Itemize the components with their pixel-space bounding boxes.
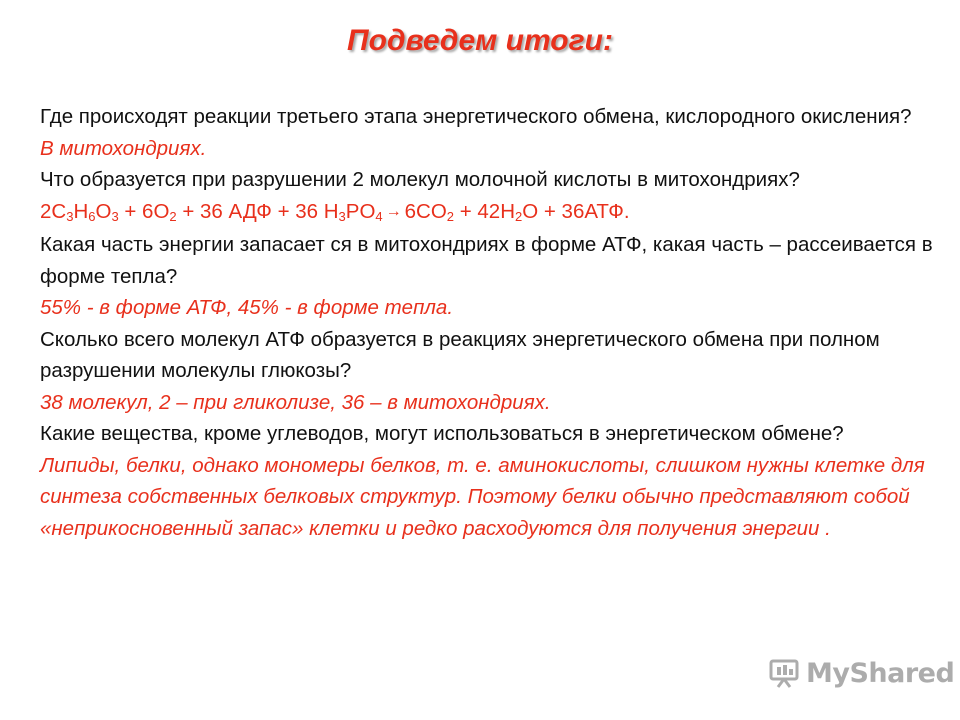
reaction-arrow-icon: → xyxy=(385,202,402,220)
eq-part: + 36 АДФ + 36 H xyxy=(176,199,339,223)
eq-part: + 6O xyxy=(118,199,170,223)
eq-sub: 2 xyxy=(446,208,455,224)
eq-part: 6CO xyxy=(404,199,447,223)
question-3: Какая часть энергии запасает ся в митохондриях в форме АТФ, какая часть – рассеивается в форме тепла? xyxy=(40,233,933,288)
answer-4: 38 молекул, 2 – при гликолизе, 36 – в митохондриях. xyxy=(40,390,551,414)
eq-part: 2C xyxy=(40,199,67,223)
answer-2-equation xyxy=(40,196,935,230)
eq-part: O + 36АТФ. xyxy=(522,199,630,223)
answer-1: В митохондриях. xyxy=(40,136,207,160)
watermark-text: MyShared xyxy=(806,657,955,689)
eq-sub: 2 xyxy=(169,208,177,224)
eq-part: + 42H xyxy=(454,199,516,223)
eq-part: O xyxy=(95,199,112,223)
eq-sub: 6 xyxy=(88,208,96,224)
eq-sub: 2 xyxy=(515,208,523,224)
presentation-board-icon xyxy=(768,657,800,689)
eq-sub: 3 xyxy=(338,208,346,224)
eq-sub: 4 xyxy=(375,208,383,224)
eq-part: H xyxy=(73,199,89,223)
myshared-watermark xyxy=(768,655,954,691)
summary-content xyxy=(40,101,935,544)
answer-5: Липиды, белки, однако мономеры белков, т. е. аминокислоты, слишком нужны клетке для синтеза собственных белковых структур. Поэтому белки обычно представляют собой «неприкосновенный запас» клетки и редко расходуются для получения энергии . xyxy=(40,453,925,540)
eq-part: PO xyxy=(345,199,376,223)
eq-sub: 3 xyxy=(66,208,74,224)
question-5: Какие вещества, кроме углеводов, могут использоваться в энергетическом обмене? xyxy=(40,422,844,445)
question-2: Что образуется при разрушении 2 молекул молочной кислоты в митохондриях? xyxy=(40,168,800,191)
page-title: Подведем итоги: xyxy=(347,24,613,57)
eq-sub: 3 xyxy=(111,208,119,224)
answer-3: 55% - в форме АТФ, 45% - в форме тепла. xyxy=(40,296,454,319)
question-4: Сколько всего молекул АТФ образуется в реакциях энергетического обмена при полном разрушении молекулы глюкозы? xyxy=(40,327,880,382)
question-1: Где происходят реакции третьего этапа энергетического обмена, кислородного окисления? xyxy=(40,105,912,128)
